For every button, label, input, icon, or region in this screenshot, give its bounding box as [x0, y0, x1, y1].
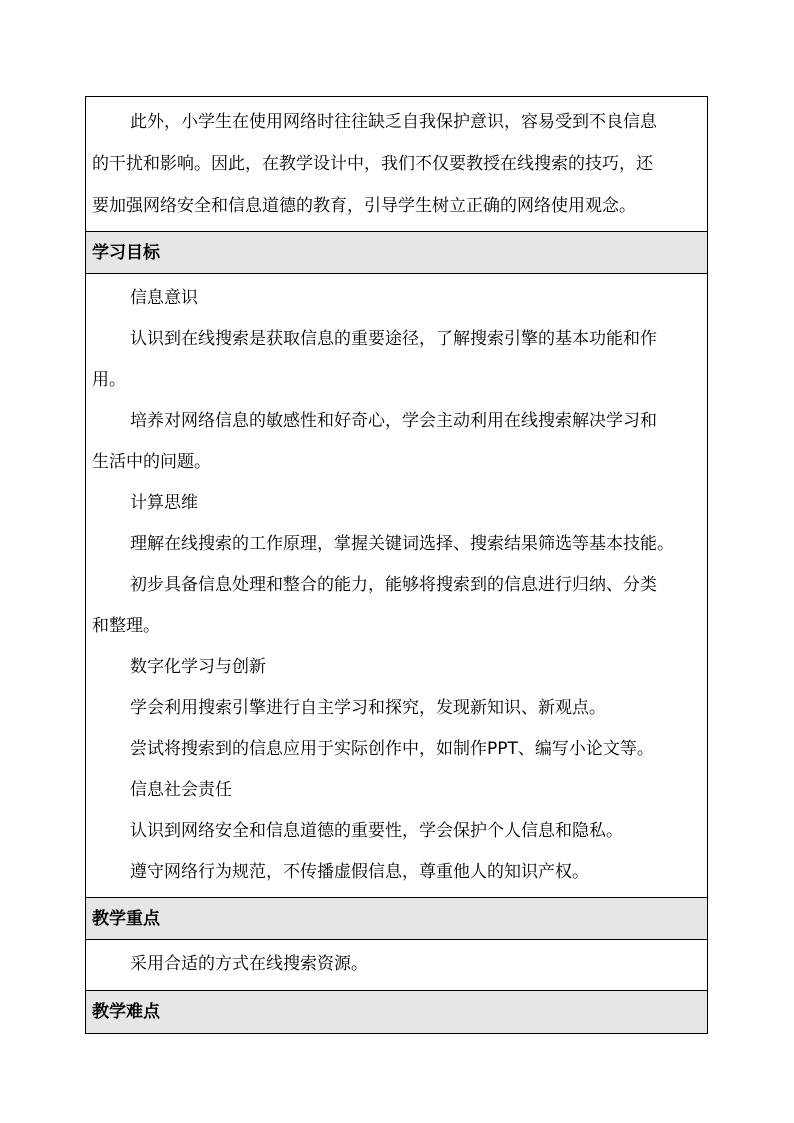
objectives-content — [86, 274, 707, 897]
objective-line-cont: 生活中的问题。 — [92, 452, 211, 472]
key-points-section — [86, 940, 707, 991]
intro-content — [86, 97, 707, 231]
objective-line: 培养对网络信息的敏感性和好奇心，学会主动利用在线搜索解决学习和 — [130, 411, 657, 431]
key-point-line: 采用合适的方式在线搜索资源。 — [130, 954, 368, 974]
objectives-header: 学习目标 — [86, 232, 707, 274]
intro-line-3: 要加强网络安全和信息道德的教育，引导学生树立正确的网络使用观念。 — [92, 196, 636, 216]
objective-line: 遵守网络行为规范，不传播虚假信息，尊重他人的知识产权。 — [130, 862, 589, 882]
objective-category-info-awareness: 信息意识 — [130, 288, 198, 308]
key-points-content — [86, 940, 707, 990]
objective-category-social-responsibility: 信息社会责任 — [130, 780, 232, 800]
objectives-section — [86, 274, 707, 898]
objective-line: 初步具备信息处理和整合的能力，能够将搜索到的信息进行归纳、分类 — [130, 575, 657, 595]
intro-line-2: 的干扰和影响。因此，在教学设计中，我们不仅要教授在线搜索的技巧，还 — [92, 154, 653, 174]
objective-line-cont: 用。 — [92, 370, 126, 390]
objective-line: 学会利用搜索引擎进行自主学习和探究，发现新知识、新观点。 — [130, 698, 606, 718]
objective-category-digital-learning: 数字化学习与创新 — [130, 657, 266, 677]
objective-line-cont: 和整理。 — [92, 616, 160, 636]
intro-section — [86, 97, 707, 232]
objective-line: 尝试将搜索到的信息应用于实际创作中，如制作PPT、编写小论文等。 — [130, 739, 654, 759]
objective-category-computational-thinking: 计算思维 — [130, 493, 198, 513]
objective-line: 理解在线搜索的工作原理，掌握关键词选择、搜索结果筛选等基本技能。 — [130, 534, 674, 554]
objective-line: 认识到在线搜索是获取信息的重要途径，了解搜索引擎的基本功能和作 — [130, 329, 657, 349]
objective-line: 认识到网络安全和信息道德的重要性，学会保护个人信息和隐私。 — [130, 821, 623, 841]
key-points-header: 教学重点 — [86, 898, 707, 940]
lesson-plan-table — [85, 96, 708, 1034]
intro-line-1: 此外，小学生在使用网络时往往缺乏自我保护意识，容易受到不良信息 — [130, 112, 657, 132]
difficulties-header: 教学难点 — [86, 991, 707, 1033]
